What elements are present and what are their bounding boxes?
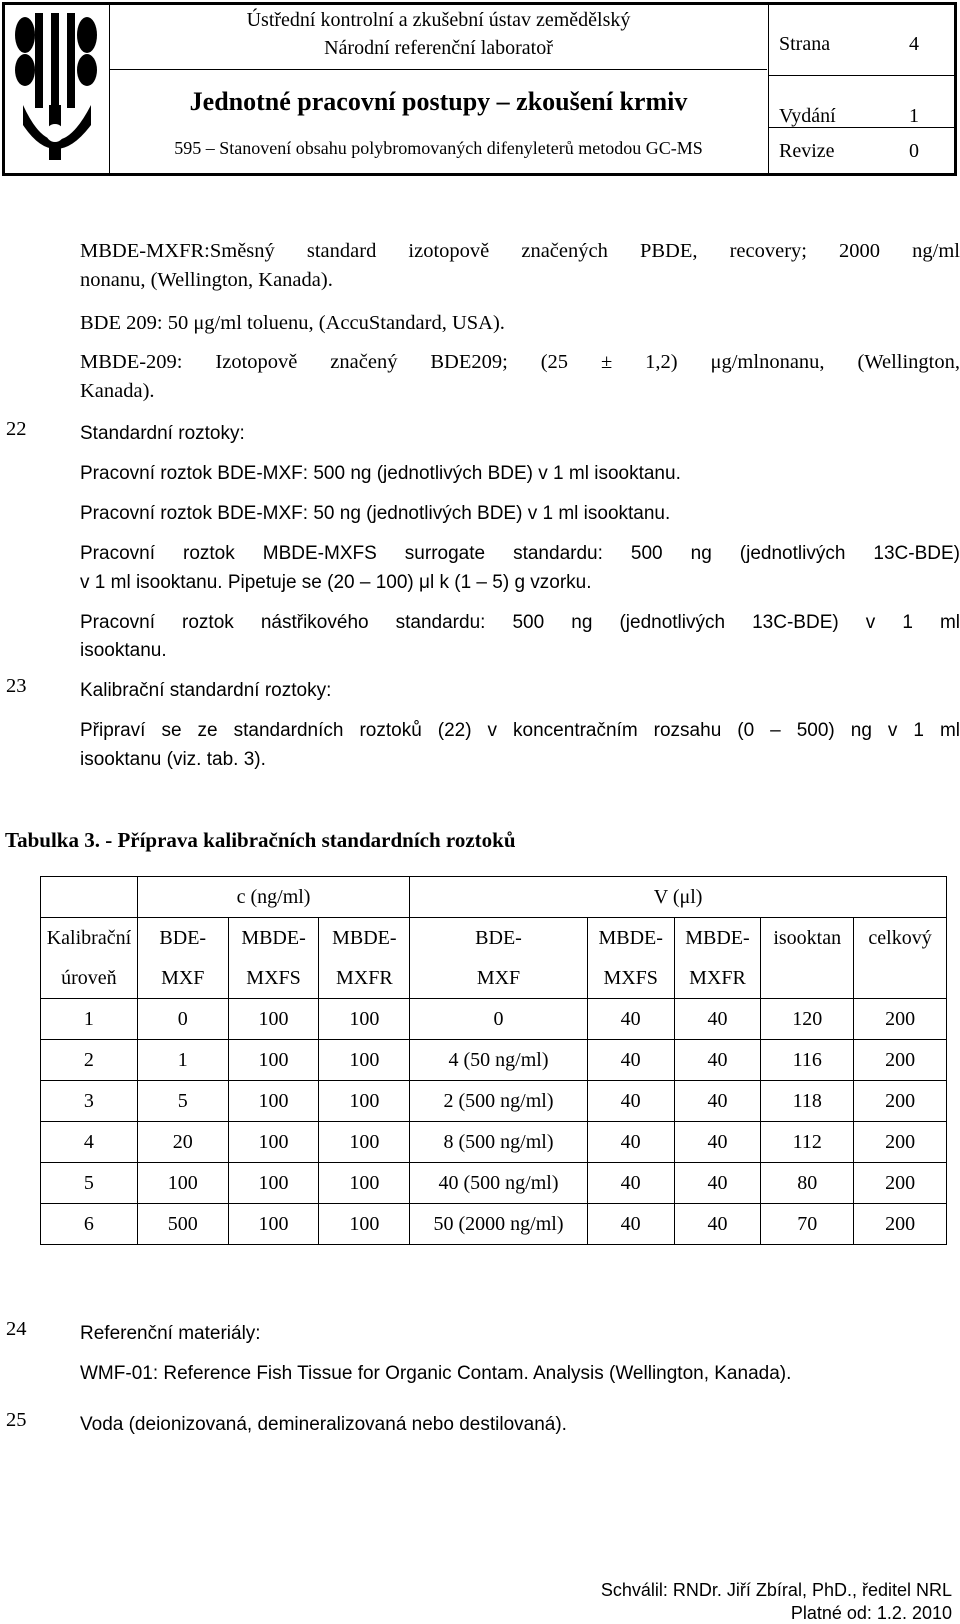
- table-cell: 100: [319, 1040, 410, 1081]
- mbde-mxfr-line: MBDE-MXFR:Směsný standard izotopově značených PBDE, recovery; 2000 ng/ml: [80, 240, 960, 262]
- bde209-line: BDE 209: 50 μg/ml toluenu, (AccuStandard, USA).: [80, 312, 505, 334]
- list-item: Pracovní roztok BDE-MXF: 50 ng (jednotlivých BDE) v 1 ml isooktanu.: [80, 503, 671, 524]
- document-header: [2, 2, 957, 176]
- list-item: WMF-01: Reference Fish Tissue for Organic Contam. Analysis (Wellington, Kanada).: [80, 1363, 792, 1384]
- paragraph: Připraví se ze standardních roztoků (22) v koncentračním rozsahu (0 – 500) ng v 1 ml: [80, 720, 960, 741]
- institute-logo: [5, 5, 110, 173]
- edition-number: 1: [909, 105, 919, 127]
- table-cell: 40: [674, 1081, 761, 1122]
- table-cell: 80: [761, 1163, 854, 1204]
- table-cell: 1: [41, 999, 138, 1040]
- table-cell: 0: [137, 999, 228, 1040]
- section-title: Kalibrační standardní roztoky:: [80, 680, 332, 701]
- table-cell: 116: [761, 1040, 854, 1081]
- header-meta: [768, 5, 955, 173]
- mbde-mxfr-line-cont: nonanu, (Wellington, Kanada).: [80, 269, 333, 291]
- table-cell: 3: [41, 1081, 138, 1122]
- section-number: 25: [6, 1409, 27, 1431]
- organization-name: Ústřední kontrolní a zkušební ústav zemědělský: [246, 9, 631, 31]
- wheat-logo-icon: [5, 5, 109, 173]
- validity-date: Platné od: 1.2. 2010: [790, 1603, 952, 1623]
- table-cell: 40: [587, 999, 674, 1040]
- table-cell: 200: [854, 999, 947, 1040]
- table-cell: 40: [587, 1081, 674, 1122]
- table-cell: 2 (500 ng/ml): [410, 1081, 588, 1122]
- table-header-cell: celkový: [854, 918, 947, 959]
- table-header-cell: [854, 958, 947, 999]
- table-cell: 70: [761, 1204, 854, 1245]
- section-number: 24: [6, 1318, 27, 1340]
- table-cell: 118: [761, 1081, 854, 1122]
- table-header-cell: MXFR: [674, 958, 761, 999]
- list-item: Pracovní roztok nástřikového standardu: 500 ng (jednotlivých 13C-BDE) v 1 ml: [80, 612, 960, 633]
- list-item-cont: isooktanu.: [80, 640, 167, 661]
- meta-divider: [769, 127, 955, 128]
- table-cell: 200: [854, 1040, 947, 1081]
- table-cell: 5: [137, 1081, 228, 1122]
- table-row: [41, 1122, 947, 1163]
- table-cell: 40: [587, 1204, 674, 1245]
- table-cell: 20: [137, 1122, 228, 1163]
- table-cell: 100: [228, 1040, 319, 1081]
- table-header-cell: úroveň: [41, 958, 138, 999]
- list-item-cont: v 1 ml isooktanu. Pipetuje se (20 – 100) μl k (1 – 5) g vzorku.: [80, 572, 592, 593]
- table-header-cell: MBDE-: [674, 918, 761, 959]
- table-cell: 50 (2000 ng/ml): [410, 1204, 588, 1245]
- table-header-cell: MBDE-: [228, 918, 319, 959]
- approval-note: Schválil: RNDr. Jiří Zbíral, PhD., ředitel NRL: [600, 1580, 952, 1600]
- table-row: [41, 1040, 947, 1081]
- mbde209-line: MBDE-209: Izotopově značený BDE209; (25 ± 1,2) μg/mlnonanu, (Wellington,: [80, 351, 960, 373]
- table-header-cell: MXFS: [228, 958, 319, 999]
- header-titles: [110, 5, 767, 173]
- table-cell: 500: [137, 1204, 228, 1245]
- meta-divider: [769, 75, 955, 76]
- table-corner-cell: [41, 877, 138, 918]
- revision-number: 0: [909, 140, 919, 162]
- table-cell: 40: [674, 1163, 761, 1204]
- table-header-cell: MBDE-: [319, 918, 410, 959]
- table-cell: 40: [674, 1122, 761, 1163]
- table-cell: 100: [137, 1163, 228, 1204]
- table-row: [41, 999, 947, 1040]
- laboratory-name: Národní referenční laboratoř: [324, 37, 553, 59]
- table-cell: 5: [41, 1163, 138, 1204]
- calibration-table: [40, 876, 947, 1245]
- revision-label: Revize: [779, 140, 835, 162]
- page-label: Strana: [779, 33, 831, 55]
- section-number: 23: [6, 675, 27, 697]
- list-item: Pracovní roztok MBDE-MXFS surrogate standardu: 500 ng (jednotlivých 13C-BDE): [80, 543, 960, 564]
- table-caption: Tabulka 3. - Příprava kalibračních standardních roztoků: [5, 828, 516, 852]
- table-cell: 200: [854, 1204, 947, 1245]
- table-cell: 4 (50 ng/ml): [410, 1040, 588, 1081]
- table-cell: 100: [228, 1204, 319, 1245]
- table-cell: 4: [41, 1122, 138, 1163]
- table-row: [41, 1204, 947, 1245]
- table-cell: 200: [854, 1122, 947, 1163]
- table-group-header: V (μl): [410, 877, 947, 918]
- table-cell: 2: [41, 1040, 138, 1081]
- table-header-row: [41, 918, 947, 959]
- table-cell: 100: [319, 1163, 410, 1204]
- table-cell: 200: [854, 1081, 947, 1122]
- table-group-header-row: [41, 877, 947, 918]
- table-row: [41, 1081, 947, 1122]
- table-header-cell: isooktan: [761, 918, 854, 959]
- table-cell: 100: [319, 1081, 410, 1122]
- table-header-cell: MBDE-: [587, 918, 674, 959]
- table-cell: 200: [854, 1163, 947, 1204]
- edition-label: Vydání: [779, 105, 836, 127]
- section-title: Referenční materiály:: [80, 1323, 261, 1344]
- page-number: 4: [909, 33, 919, 55]
- table-cell: 100: [319, 1122, 410, 1163]
- table-cell: 0: [410, 999, 588, 1040]
- mbde209-line-cont: Kanada).: [80, 380, 155, 402]
- header-divider: [110, 69, 767, 70]
- method-title: 595 – Stanovení obsahu polybromovaných difenyleterů metodou GC-MS: [174, 138, 703, 158]
- table-header-cell: BDE-: [137, 918, 228, 959]
- table-cell: 40: [587, 1040, 674, 1081]
- table-cell: 40 (500 ng/ml): [410, 1163, 588, 1204]
- table-cell: 100: [319, 1204, 410, 1245]
- table-cell: 100: [319, 999, 410, 1040]
- table-cell: 8 (500 ng/ml): [410, 1122, 588, 1163]
- table-header-cell: [761, 958, 854, 999]
- table-cell: 40: [587, 1122, 674, 1163]
- table-row: [41, 1163, 947, 1204]
- table-header-row: [41, 958, 947, 999]
- table-cell: 120: [761, 999, 854, 1040]
- table-cell: 1: [137, 1040, 228, 1081]
- table-cell: 100: [228, 1163, 319, 1204]
- table-cell: 112: [761, 1122, 854, 1163]
- table-header-cell: MXFS: [587, 958, 674, 999]
- table-cell: 100: [228, 1122, 319, 1163]
- table-header-cell: MXF: [410, 958, 588, 999]
- table-cell: 100: [228, 999, 319, 1040]
- section-number: 22: [6, 418, 27, 440]
- document-title: Jednotné pracovní postupy – zkoušení krmiv: [189, 87, 688, 116]
- table-header-cell: MXF: [137, 958, 228, 999]
- table-cell: 40: [674, 1040, 761, 1081]
- section-title: Standardní roztoky:: [80, 423, 245, 444]
- table-header-cell: MXFR: [319, 958, 410, 999]
- paragraph-cont: isooktanu (viz. tab. 3).: [80, 749, 266, 770]
- table-cell: 40: [674, 999, 761, 1040]
- table-group-header: c (ng/ml): [137, 877, 409, 918]
- paragraph: Voda (deionizovaná, demineralizovaná nebo destilovaná).: [80, 1414, 567, 1435]
- table-cell: 40: [587, 1163, 674, 1204]
- table-header-cell: BDE-: [410, 918, 588, 959]
- table-header-cell: Kalibrační: [41, 918, 138, 959]
- table-cell: 40: [674, 1204, 761, 1245]
- table-cell: 100: [228, 1081, 319, 1122]
- table-cell: 6: [41, 1204, 138, 1245]
- list-item: Pracovní roztok BDE-MXF: 500 ng (jednotlivých BDE) v 1 ml isooktanu.: [80, 463, 681, 484]
